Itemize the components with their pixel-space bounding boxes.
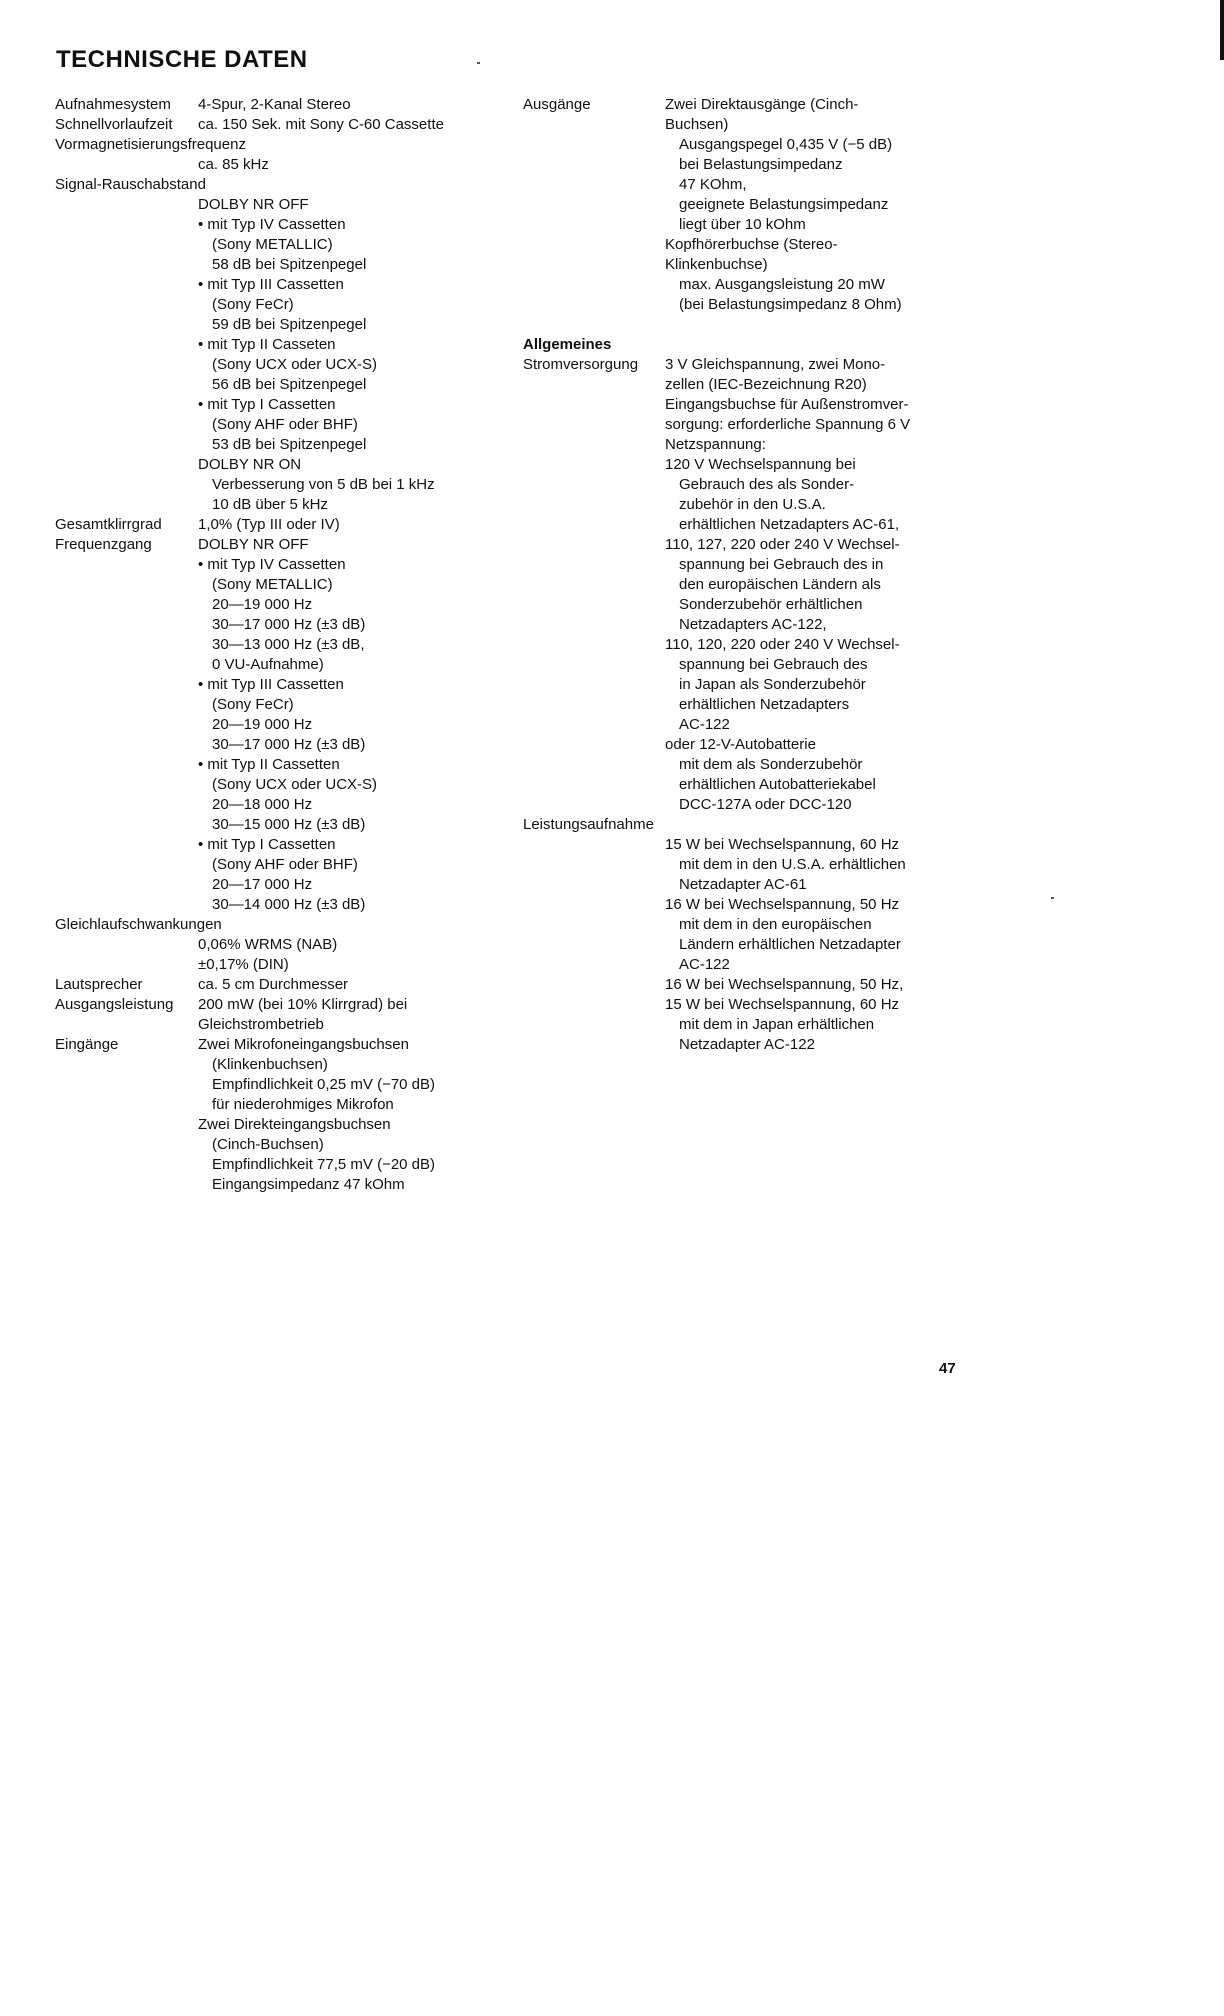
spec-value-line: erhältlichen Netzadapters AC-61,: [679, 516, 900, 533]
spec-label: Eingänge: [55, 1036, 119, 1053]
spec-value-line: Ländern erhältlichen Netzadapter: [679, 936, 901, 953]
spec-value-line: Zwei Direkteingangsbuchsen: [198, 1116, 391, 1133]
section-heading: Allgemeines: [523, 336, 612, 353]
spec-value-line: den europäischen Ländern als: [679, 576, 881, 593]
spec-row: [55, 915, 500, 935]
spec-value-line: • mit Typ III Cassetten: [198, 276, 344, 293]
spec-value-line: 16 W bei Wechselspannung, 50 Hz,: [665, 976, 904, 993]
spec-value-line: 10 dB über 5 kHz: [212, 496, 328, 513]
spec-label: Leistungsaufnahme: [523, 816, 654, 833]
spec-label: Gesamtklirrgrad: [55, 516, 162, 533]
spec-label: Frequenzgang: [55, 536, 152, 553]
spec-value-line: 30—15 000 Hz (±3 dB): [212, 816, 366, 833]
spec-value-line: (Sony METALLIC): [212, 236, 333, 253]
spec-label: Gleichlaufschwankungen: [55, 916, 222, 933]
spec-values: [55, 935, 500, 975]
spec-value-line: (Klinkenbuchsen): [212, 1056, 328, 1073]
spec-value-line: Ausgangspegel 0,435 V (−5 dB): [679, 136, 893, 153]
page-number: 47: [939, 1360, 956, 1377]
spec-value-line: max. Ausgangsleistung 20 mW: [679, 276, 885, 293]
spec-value-line: Netzspannung:: [665, 436, 766, 453]
spec-value-line: erhältlichen Autobatteriekabel: [679, 776, 876, 793]
spec-value-line: DOLBY NR OFF: [198, 196, 309, 213]
spec-value-line: 0 VU-Aufnahme): [212, 656, 324, 673]
spec-value-line: DCC-127A oder DCC-120: [679, 796, 852, 813]
left-spec-column: [55, 95, 500, 1195]
spec-value-line: DOLBY NR ON: [198, 456, 302, 473]
spec-value-line: (Sony FeCr): [212, 296, 294, 313]
spec-row: [55, 975, 500, 995]
spec-value-line: mit dem in den europäischen: [679, 916, 872, 933]
spec-value-line: DOLBY NR OFF: [198, 536, 309, 553]
spec-value-line: • mit Typ II Cassetten: [198, 756, 340, 773]
spec-value-line: geeignete Belastungsimpedanz: [679, 196, 889, 213]
spec-value-line: für niederohmiges Mikrofon: [212, 1096, 394, 1113]
spec-label: Vormagnetisierungsfrequenz: [55, 136, 246, 153]
spec-value-line: (Sony UCX oder UCX-S): [212, 356, 378, 373]
spec-value-line: mit dem als Sonderzubehör: [679, 756, 863, 773]
spec-value-line: Gebrauch des als Sonder-: [679, 476, 855, 493]
spec-value-line: mit dem in den U.S.A. erhältlichen: [679, 856, 906, 873]
spec-value-line: [665, 315, 973, 335]
spec-row: [55, 115, 500, 135]
spec-value-line: Klinkenbuchse): [665, 256, 768, 273]
spec-value-line: (Sony UCX oder UCX-S): [212, 776, 378, 793]
spec-label: Aufnahmesystem: [55, 96, 171, 113]
spec-value-line: 59 dB bei Spitzenpegel: [212, 316, 367, 333]
spec-value-line: 20—18 000 Hz: [212, 796, 313, 813]
spec-label: Schnellvorlaufzeit: [55, 116, 173, 133]
spec-value-line: • mit Typ IV Cassetten: [198, 556, 346, 573]
spec-value-line: • mit Typ I Cassetten: [198, 836, 336, 853]
spec-value-line: Buchsen): [665, 116, 729, 133]
spec-value-line: • mit Typ II Casseten: [198, 336, 336, 353]
spec-value-line: spannung bei Gebrauch des: [679, 656, 868, 673]
spec-row: [523, 835, 973, 1055]
spec-value-line: 20—19 000 Hz: [212, 716, 313, 733]
spec-value-line: erhältlichen Netzadapters: [679, 696, 850, 713]
spec-values: [55, 195, 500, 515]
scan-edge-mark: [1220, 0, 1224, 60]
spec-value-line: bei Belastungsimpedanz: [679, 156, 843, 173]
spec-value-line: 120 V Wechselspannung bei: [665, 456, 856, 473]
spec-value-line: 1,0% (Typ III oder IV): [198, 516, 340, 533]
spec-value-line: 30—13 000 Hz (±3 dB,: [212, 636, 365, 653]
spec-value-line: Zwei Direktausgänge (Cinch-: [665, 96, 859, 113]
spec-value-line: • mit Typ IV Cassetten: [198, 216, 346, 233]
spec-value-line: mit dem in Japan erhältlichen: [679, 1016, 875, 1033]
spec-label: Stromversorgung: [523, 356, 639, 373]
spec-value-line: ±0,17% (DIN): [198, 956, 289, 973]
spec-value-line: liegt über 10 kOhm: [679, 216, 806, 233]
spec-label: Signal-Rauschabstand: [55, 176, 206, 193]
spec-row: [523, 95, 973, 315]
spec-value-line: Eingangsbuchse für Außenstromver-: [665, 396, 909, 413]
spec-row: [55, 195, 500, 515]
spec-value-line: 110, 120, 220 oder 240 V Wechsel-: [665, 636, 900, 653]
spec-row: [523, 315, 973, 335]
spec-value-line: Zwei Mikrofoneingangsbuchsen: [198, 1036, 409, 1053]
spec-value-line: Gleichstrombetrieb: [198, 1016, 324, 1033]
spec-value-line: oder 12-V-Autobatterie: [665, 736, 816, 753]
spec-row: [55, 95, 500, 115]
spec-value-line: Eingangsimpedanz 47 kOhm: [212, 1176, 405, 1193]
spec-value-line: 47 KOhm,: [679, 176, 747, 193]
spec-value-line: Netzadapter AC-61: [679, 876, 807, 893]
spec-value-line: 53 dB bei Spitzenpegel: [212, 436, 367, 453]
spec-value-line: (Cinch-Buchsen): [212, 1136, 324, 1153]
spec-value-line: (Sony AHF oder BHF): [212, 856, 358, 873]
spec-value-line: Empfindlichkeit 77,5 mV (−20 dB): [212, 1156, 436, 1173]
scan-speck: [477, 62, 480, 64]
spec-value-line: AC-122: [679, 956, 730, 973]
scan-speck: [1051, 897, 1054, 899]
spec-value-line: zubehör in den U.S.A.: [679, 496, 826, 513]
spec-value-line: 3 V Gleichspannung, zwei Mono-: [665, 356, 886, 373]
spec-values: [55, 155, 500, 175]
row-spacer: [198, 915, 500, 935]
spec-value-line: (Sony METALLIC): [212, 576, 333, 593]
spec-value-line: 30—17 000 Hz (±3 dB): [212, 736, 366, 753]
spec-value-line: 30—17 000 Hz (±3 dB): [212, 616, 366, 633]
spec-label: Lautsprecher: [55, 976, 143, 993]
row-spacer: [665, 335, 973, 355]
spec-values: [523, 835, 973, 1055]
row-spacer: [198, 175, 500, 195]
spec-row: [55, 535, 500, 915]
spec-values: [523, 315, 973, 335]
spec-row: [55, 155, 500, 175]
spec-row: [523, 355, 973, 815]
spec-row: [55, 995, 500, 1035]
spec-value-line: 16 W bei Wechselspannung, 50 Hz: [665, 896, 900, 913]
spec-row: [523, 815, 973, 835]
spec-values: [523, 355, 973, 815]
spec-value-line: 20—17 000 Hz: [212, 876, 313, 893]
spec-value-line: Sonderzubehör erhältlichen: [679, 596, 863, 613]
spec-value-line: Kopfhörerbuchse (Stereo-: [665, 236, 838, 253]
spec-value-line: zellen (IEC-Bezeichnung R20): [665, 376, 867, 393]
spec-value-line: 58 dB bei Spitzenpegel: [212, 256, 367, 273]
spec-value-line: (Sony FeCr): [212, 696, 294, 713]
spec-value-line: 56 dB bei Spitzenpegel: [212, 376, 367, 393]
spec-value-line: Empfindlichkeit 0,25 mV (−70 dB): [212, 1076, 436, 1093]
spec-value-line: ca. 150 Sek. mit Sony C-60 Cassette: [198, 116, 444, 133]
spec-value-line: 110, 127, 220 oder 240 V Wechsel-: [665, 536, 900, 553]
spec-values: [523, 95, 973, 315]
spec-value-line: (Sony AHF oder BHF): [212, 416, 358, 433]
spec-row: [55, 175, 500, 195]
page-title: TECHNISCHE DATEN: [56, 46, 308, 73]
spec-value-line: 15 W bei Wechselspannung, 60 Hz: [665, 996, 900, 1013]
spec-values: [55, 1035, 500, 1195]
spec-value-line: spannung bei Gebrauch des in: [679, 556, 884, 573]
spec-value-line: in Japan als Sonderzubehör: [679, 676, 866, 693]
row-spacer: [665, 815, 973, 835]
spec-values: [55, 535, 500, 915]
spec-label: Ausgänge: [523, 96, 591, 113]
spec-value-line: • mit Typ III Cassetten: [198, 676, 344, 693]
spec-value-line: ca. 5 cm Durchmesser: [198, 976, 349, 993]
spec-value-line: (bei Belastungsimpedanz 8 Ohm): [679, 296, 902, 313]
spec-value-line: Netzadapters AC-122,: [679, 616, 827, 633]
spec-value-line: 200 mW (bei 10% Klirrgrad) bei: [198, 996, 408, 1013]
spec-value-line: 15 W bei Wechselspannung, 60 Hz: [665, 836, 900, 853]
spec-value-line: Verbesserung von 5 dB bei 1 kHz: [212, 476, 435, 493]
spec-row: [55, 515, 500, 535]
spec-value-line: 4-Spur, 2-Kanal Stereo: [198, 96, 351, 113]
spec-row: [55, 135, 500, 155]
spec-value-line: • mit Typ I Cassetten: [198, 396, 336, 413]
spec-value-line: AC-122: [679, 716, 730, 733]
right-spec-column: [523, 95, 973, 1055]
spec-row: [55, 1035, 500, 1195]
spec-value-line: ca. 85 kHz: [198, 156, 269, 173]
section-heading-row: [523, 335, 973, 355]
spec-value-line: 20—19 000 Hz: [212, 596, 313, 613]
spec-label: Ausgangsleistung: [55, 996, 174, 1013]
spec-row: [55, 935, 500, 975]
spec-value-line: Netzadapter AC-122: [679, 1036, 815, 1053]
spec-value-line: sorgung: erforderliche Spannung 6 V: [665, 416, 911, 433]
spec-value-line: 30—14 000 Hz (±3 dB): [212, 896, 366, 913]
spec-value-line: 0,06% WRMS (NAB): [198, 936, 338, 953]
